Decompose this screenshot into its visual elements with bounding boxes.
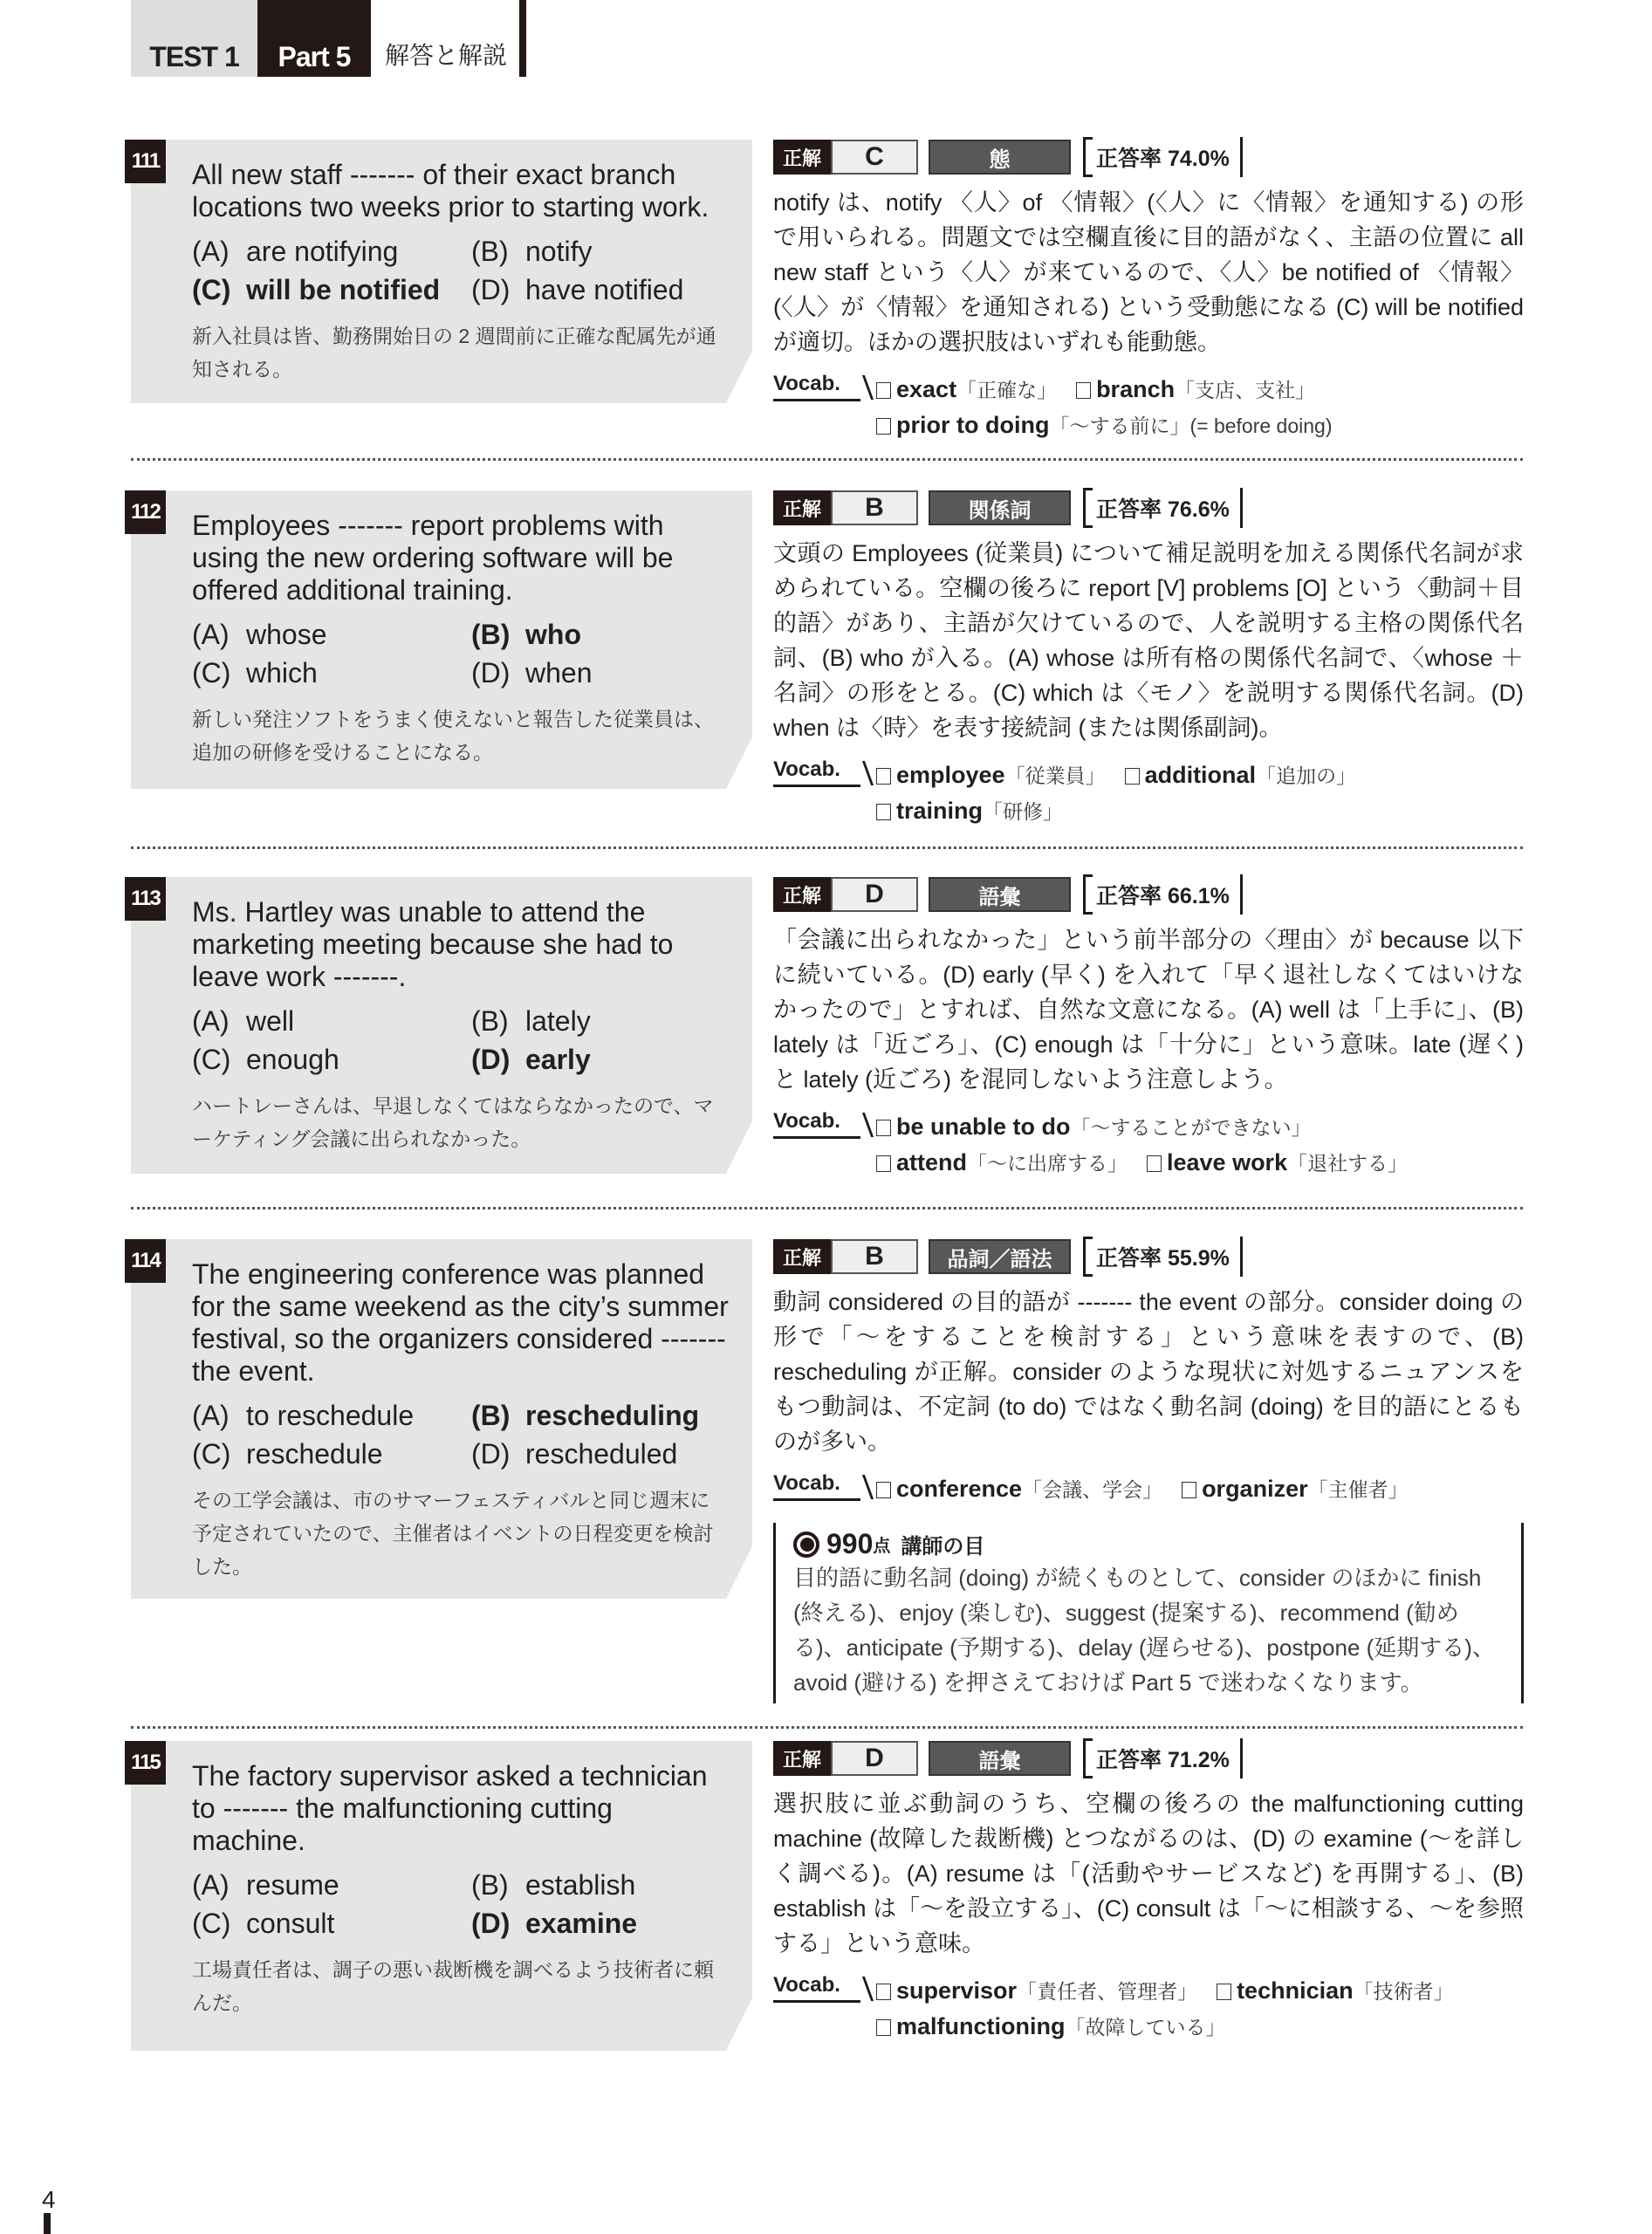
category-badge: 品詞／語法: [929, 1239, 1071, 1274]
choice-c: [192, 1042, 471, 1077]
answer-choices: [192, 234, 733, 307]
choice-d: [471, 1436, 733, 1471]
question-block: [192, 896, 733, 1155]
choice-letter: (D): [471, 1908, 511, 1939]
correct-label: 正解: [773, 140, 831, 175]
question-stem: Employees ------- report problems with using the new ordering software will be offered additional training.: [192, 510, 674, 606]
accuracy-rate: 正答率 74.0%: [1083, 137, 1243, 177]
vocab-term: attend: [896, 1149, 967, 1175]
explanation-column: [773, 140, 1524, 443]
category-badge: 語彙: [929, 1741, 1071, 1776]
choice-letter: (A): [192, 619, 230, 650]
choice-text: consult: [246, 1908, 335, 1939]
dotted-divider: [131, 846, 1523, 849]
choice-letter: (B): [471, 1869, 509, 1901]
correct-label: 正解: [773, 490, 831, 525]
choice-text: who: [525, 619, 581, 650]
answer-badges: [773, 490, 1524, 525]
vocab-meaning: 「正確な」: [956, 379, 1058, 401]
question-number: 112: [125, 490, 166, 534]
correct-answer: D: [831, 1741, 918, 1776]
question-block: [192, 1258, 733, 1583]
checkbox-icon: [876, 804, 891, 820]
correct-answer: D: [831, 877, 918, 912]
choice-c: [192, 1906, 471, 1941]
question-stem: Ms. Hartley was unable to attend the marketing meeting because she had to leave work -------.: [192, 896, 674, 992]
vocab-line: [876, 757, 1375, 793]
choice-d: [471, 1906, 733, 1941]
vocab-meaning: 「技術者」: [1353, 1980, 1454, 2003]
checkbox-icon: [876, 2019, 891, 2036]
vocab-list: [876, 757, 1375, 829]
vocab-term: exact: [896, 376, 957, 402]
choice-letter: (C): [192, 274, 231, 305]
question-block: [192, 510, 733, 769]
question-stem: The factory supervisor asked a technician to ------- the malfunctioning cutting machine.: [192, 1760, 708, 1856]
checkbox-icon: [876, 1155, 891, 1172]
vocab-item: [876, 412, 1333, 438]
vocab-line: [876, 408, 1352, 443]
question-stem: The engineering conference was planned for the same weekend as the city’s summer festival, so the organizers considered ------- the event.: [192, 1258, 729, 1387]
tip-body: 目的語に動名詞 (doing) が続くものとして、consider のほかに finish (終える)、enjoy (楽しむ)、suggest (提案する)、recommend (勧める)、anticipate (予期する)、delay (遅らせる)、postpone (延期する)、avoid (避ける) を押さえておけば Part 5 で迷わなくなります。: [793, 1565, 1495, 1696]
choice-text: early: [525, 1044, 591, 1075]
vocab-meaning: 「研修」: [983, 800, 1063, 823]
vocab-list: [876, 372, 1352, 443]
part-label: Part 5: [257, 0, 371, 77]
choice-c: [192, 1436, 471, 1471]
checkbox-icon: [1147, 1155, 1162, 1172]
choice-text: lately: [525, 1005, 591, 1037]
choice-a: [192, 617, 471, 652]
vocab-line: [876, 1109, 1427, 1145]
vocab-line: [876, 1145, 1427, 1181]
translation: 新しい発注ソフトをうまく使えないと報告した従業員は、追加の研修を受けることになる。: [192, 708, 714, 764]
choice-letter: (A): [192, 236, 230, 267]
correct-answer: C: [831, 140, 918, 175]
vocab-item: [876, 762, 1106, 788]
choice-letter: (B): [471, 1005, 509, 1037]
choice-a: [192, 1867, 471, 1902]
choice-letter: (B): [471, 236, 509, 267]
choice-text: establish: [525, 1869, 636, 1901]
answer-choices: [192, 617, 733, 690]
vocab-item: [876, 2013, 1225, 2039]
choice-text: will be notified: [246, 274, 441, 305]
vocab-item: [876, 798, 1063, 824]
eye-icon: [793, 1532, 819, 1558]
choice-b: [471, 1004, 733, 1038]
vocab-item: [876, 1476, 1162, 1502]
explanation-column: [773, 1239, 1524, 1703]
choice-text: when: [525, 657, 593, 689]
vocab-item: [1147, 1149, 1408, 1175]
question-number: 111: [125, 140, 166, 183]
accuracy-rate: 正答率 55.9%: [1083, 1237, 1243, 1277]
explanation-text: 選択肢に並ぶ動詞のうち、空欄の後ろの the malfunctioning cutting machine (故障した裁断機) とつながるのは、(D) の examine (～を詳しく調べる)。(A) resume は「(活動やサービスなど) を再開する」、(B) establish は「～を設立する」、(C) consult は「～に相談する、～を参照する」という意味。: [773, 1791, 1524, 1956]
page-header: [131, 0, 526, 77]
vocab-section: [773, 1109, 1524, 1181]
vocab-term: technician: [1237, 1977, 1354, 2004]
correct-answer: B: [831, 490, 918, 525]
explanation-column: [773, 490, 1524, 829]
choice-text: notify: [525, 236, 593, 267]
vocab-term: conference: [896, 1476, 1023, 1502]
tip-header: [793, 1528, 1509, 1560]
choice-text: examine: [525, 1908, 638, 1939]
vocab-item: [1076, 376, 1315, 402]
dotted-divider: [131, 458, 1523, 461]
category-badge: 態: [929, 140, 1071, 175]
correct-answer: B: [831, 1239, 918, 1274]
accuracy-rate: 正答率 76.6%: [1083, 488, 1243, 528]
choice-text: rescheduling: [525, 1400, 700, 1431]
vocab-item: [876, 1114, 1312, 1140]
vocab-list: [876, 1109, 1427, 1181]
choice-c: [192, 272, 471, 307]
choice-letter: (D): [471, 1438, 511, 1470]
choice-text: well: [246, 1005, 295, 1037]
vocab-term: supervisor: [896, 1977, 1018, 2004]
choice-letter: (C): [192, 1044, 231, 1075]
choice-letter: (C): [192, 657, 231, 689]
vocab-meaning: 「～する前に」(= before doing): [1049, 415, 1333, 437]
tip-unit: 点: [873, 1537, 891, 1556]
vocab-meaning: 「会議、学会」: [1022, 1478, 1163, 1501]
question-block: [192, 1760, 733, 2019]
vocab-item: [876, 376, 1057, 402]
explanation-text: notify は、notify 〈人〉of 〈情報〉(〈人〉に〈情報〉を通知する) の形で用いられる。問題文では空欄直後に目的語がなく、主語の位置に all new staff という〈人〉が来ているので、〈人〉be notified of 〈情報〉(〈人〉が〈情報〉を通知される) という受動態になる (C) will be notified が適切。ほかの選択肢はいずれも能動態。: [773, 189, 1524, 355]
choice-text: which: [246, 657, 318, 689]
translation: 工場責任者は、調子の悪い裁断機を調べるよう技術者に頼んだ。: [192, 1958, 714, 2014]
vocab-term: malfunctioning: [896, 2013, 1066, 2039]
correct-label: 正解: [773, 1239, 831, 1274]
choice-d: [471, 1042, 733, 1077]
vocab-line: [876, 372, 1352, 408]
choice-letter: (A): [192, 1869, 230, 1901]
dotted-divider: [131, 1726, 1523, 1729]
vocab-section: [773, 757, 1524, 829]
vocab-meaning: 「～することができない」: [1070, 1116, 1312, 1139]
translation: ハートレーさんは、早退しなくてはならなかったので、マーケティング会議に出られなかった。: [192, 1094, 714, 1150]
vocab-label: Vocab.: [773, 757, 860, 787]
vocab-list: [876, 1973, 1473, 2045]
vocab-term: branch: [1096, 376, 1176, 402]
page-number: 4: [42, 2186, 56, 2213]
choice-text: whose: [246, 619, 327, 650]
explanation-text: 文頭の Employees (従業員) について補足説明を加える関係代名詞が求められている。空欄の後ろに report [V] problems [O] という〈動詞＋目的語〉があり、主語が欠けているので、人を説明する主格の関係代名詞、(B) who が入る。(A) whose は所有格の関係代名詞で、〈whose ＋名詞〉の形をとる。(C) which は〈モノ〉を説明する関係代名詞。(D) when は〈時〉を表す接続詞 (または関係副詞)。: [773, 540, 1524, 741]
vocab-line: [876, 1471, 1428, 1507]
choice-text: to reschedule: [246, 1400, 415, 1431]
accuracy-rate: 正答率 66.1%: [1083, 874, 1243, 915]
vocab-meaning: 「従業員」: [1004, 764, 1106, 787]
question-number: 115: [125, 1741, 166, 1785]
choice-d: [471, 655, 733, 690]
vocab-meaning: 「故障している」: [1065, 2016, 1226, 2039]
choice-b: [471, 234, 733, 269]
translation: 新入社員は皆、勤務開始日の 2 週間前に正確な配属先が通知される。: [192, 325, 716, 380]
explanation-column: [773, 1741, 1524, 2045]
choice-text: reschedule: [246, 1438, 383, 1470]
vocab-item: [876, 1149, 1128, 1175]
answer-badges: [773, 877, 1524, 912]
choice-letter: (C): [192, 1438, 231, 1470]
choice-letter: (A): [192, 1400, 230, 1431]
vocab-meaning: 「支店、支社」: [1175, 379, 1316, 401]
vocab-line: [876, 793, 1375, 829]
vocab-section: [773, 1973, 1524, 2045]
vocab-item: [1217, 1977, 1454, 2004]
choice-c: [192, 655, 471, 690]
vocab-label: Vocab.: [773, 1471, 860, 1501]
choice-letter: (A): [192, 1005, 230, 1037]
section-title: 解答と解説: [371, 0, 526, 77]
vocab-item: [1182, 1476, 1409, 1502]
choice-a: [192, 1004, 471, 1038]
question-stem: All new staff ------- of their exact branch locations two weeks prior to starting work.: [192, 159, 709, 223]
answer-choices: [192, 1867, 733, 1941]
category-badge: 関係詞: [929, 490, 1071, 525]
choice-b: [471, 1867, 733, 1902]
vocab-label: Vocab.: [773, 1973, 860, 2003]
checkbox-icon: [876, 418, 891, 435]
choice-text: enough: [246, 1044, 339, 1075]
choice-a: [192, 1398, 471, 1433]
vocab-term: leave work: [1167, 1149, 1288, 1175]
dotted-divider: [131, 1207, 1523, 1210]
vocab-meaning: 「責任者、管理者」: [1017, 1980, 1198, 2003]
tip-score: 990: [826, 1528, 874, 1559]
vocab-section: [773, 1471, 1524, 1507]
choice-letter: (B): [471, 1400, 511, 1431]
vocab-line: [876, 2009, 1473, 2045]
choice-text: resume: [246, 1869, 339, 1901]
checkbox-icon: [1217, 1984, 1231, 2000]
vocab-item: [1125, 762, 1357, 788]
answer-badges: [773, 1741, 1524, 1776]
vocab-section: [773, 372, 1524, 443]
tip-box: [773, 1523, 1524, 1703]
correct-label: 正解: [773, 1741, 831, 1776]
vocab-term: training: [896, 798, 983, 824]
question-number: 114: [125, 1239, 166, 1283]
choice-a: [192, 234, 471, 269]
accuracy-rate: 正答率 71.2%: [1083, 1738, 1243, 1778]
answer-choices: [192, 1398, 733, 1471]
vocab-list: [876, 1471, 1428, 1507]
vocab-meaning: 「主催者」: [1307, 1478, 1409, 1501]
vocab-meaning: 「追加の」: [1256, 764, 1357, 787]
choice-b: [471, 617, 733, 652]
choice-letter: (C): [192, 1908, 231, 1939]
explanation-text: 「会議に出られなかった」という前半部分の〈理由〉が because 以下に続いている。(D) early (早く) を入れて「早く退社しなくてはいけなかったので」とすれば、自然な文意になる。(A) well は「上手に」、(B) lately は「近ごろ」、(C) enough は「十分に」という意味。late (遅く) と lately (近ごろ) を混同しないよう注意しよう。: [773, 927, 1524, 1093]
vocab-meaning: 「退社する」: [1287, 1152, 1409, 1175]
vocab-label: Vocab.: [773, 372, 860, 401]
category-badge: 語彙: [929, 877, 1071, 912]
checkbox-icon: [876, 1984, 891, 2000]
vocab-term: employee: [896, 762, 1005, 788]
explanation-text: 動詞 considered の目的語が ------- the event の部分。consider doing の形で「～をすることを検討する」という意味を表すので、(B) rescheduling が正解。consider のような現状に対処するニュアンスをもつ動詞は、不定詞 (to do) ではなく動名詞 (doing) を目的語にとるものが多い。: [773, 1289, 1524, 1455]
checkbox-icon: [876, 1120, 891, 1136]
choice-letter: (D): [471, 274, 511, 305]
vocab-item: [876, 1977, 1197, 2004]
tip-title: 講師の目: [901, 1535, 985, 1559]
vocab-term: additional: [1144, 762, 1257, 788]
explanation-column: [773, 877, 1524, 1181]
choice-text: have notified: [525, 274, 684, 305]
question-block: [192, 159, 733, 386]
answer-badges: [773, 1239, 1524, 1274]
correct-label: 正解: [773, 877, 831, 912]
test-label: TEST 1: [131, 0, 257, 77]
choice-d: [471, 272, 733, 307]
choice-text: are notifying: [246, 236, 399, 267]
checkbox-icon: [1182, 1482, 1196, 1498]
choice-b: [471, 1398, 733, 1433]
vocab-label: Vocab.: [773, 1109, 860, 1139]
page-marker: [44, 2213, 51, 2234]
choice-letter: (D): [471, 1044, 511, 1075]
choice-text: rescheduled: [525, 1438, 678, 1470]
choice-letter: (D): [471, 657, 511, 689]
checkbox-icon: [1076, 382, 1091, 399]
vocab-meaning: 「～に出席する」: [967, 1152, 1128, 1175]
answer-badges: [773, 140, 1524, 175]
checkbox-icon: [876, 768, 891, 785]
checkbox-icon: [876, 382, 891, 399]
question-number: 113: [125, 877, 166, 921]
vocab-line: [876, 1973, 1473, 2009]
checkbox-icon: [876, 1482, 891, 1498]
vocab-term: be unable to do: [896, 1114, 1071, 1140]
choice-letter: (B): [471, 619, 511, 650]
vocab-term: organizer: [1202, 1476, 1308, 1502]
answer-choices: [192, 1004, 733, 1077]
translation: その工学会議は、市のサマーフェスティバルと同じ週末に予定されていたので、主催者はイベントの日程変更を検討した。: [192, 1489, 714, 1578]
vocab-term: prior to doing: [896, 412, 1050, 438]
checkbox-icon: [1125, 768, 1140, 785]
